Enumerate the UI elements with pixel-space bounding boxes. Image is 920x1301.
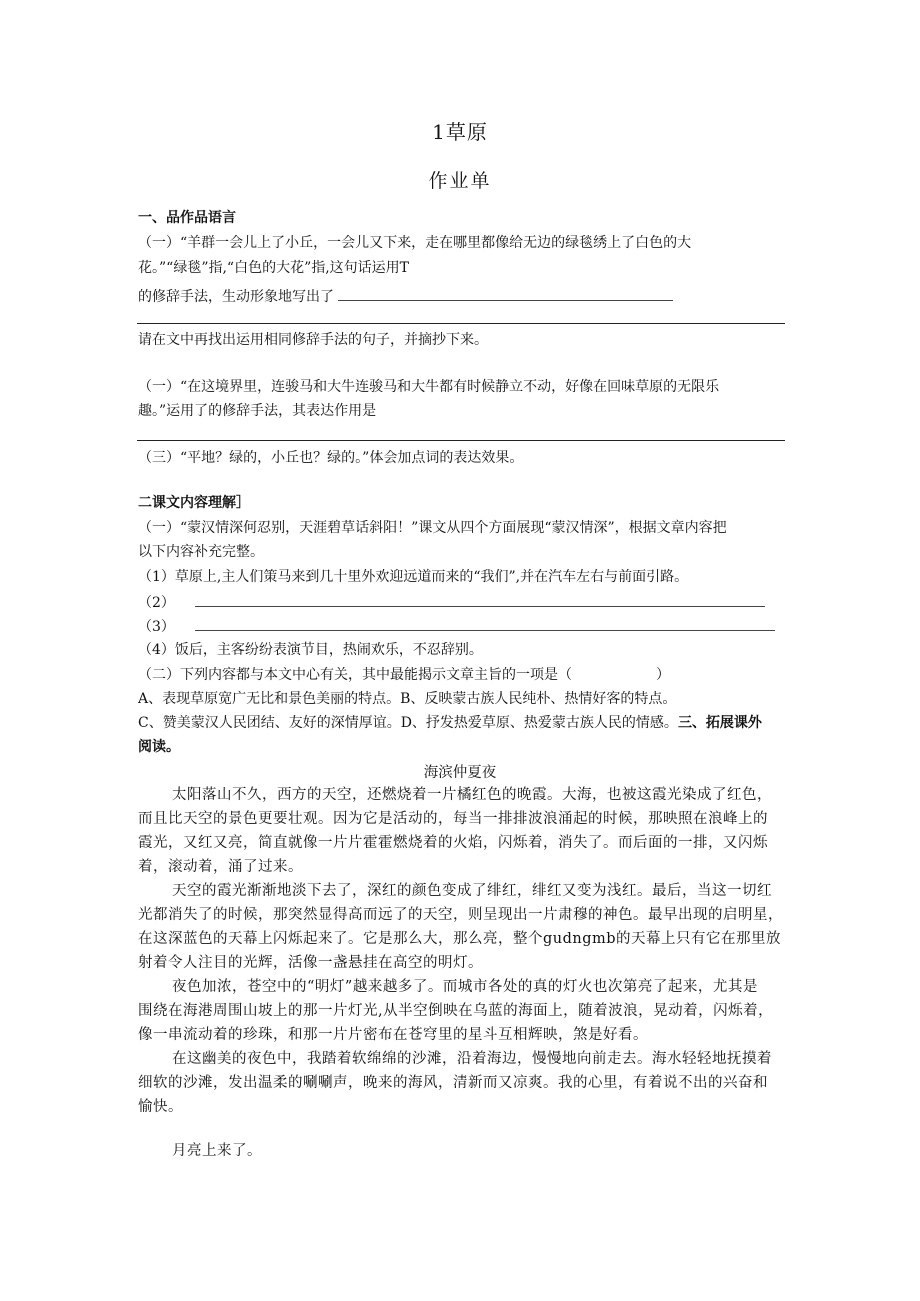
answer-blank[interactable] [195,592,765,607]
s2-item2 [138,592,765,613]
story-line: 细软的沙滩，发出温柔的唰唰声，晚来的海风，清新而又凉爽。我的心里，有着说不出的兴奋和 [138,1075,768,1091]
answer-blank[interactable] [338,286,673,301]
s2-options-cd [138,713,762,733]
story-line: 月亮上来了。 [172,1143,262,1159]
s1-q1-line3 [138,286,673,307]
story-line: 夜色加浓，苍空中的“明灯”越来越多了。而城市各处的真的灯火也次第亮了起来，尤其是 [172,979,758,995]
story-line: 天空的霞光渐渐地淡下去了，深红的颜色变成了绯红，绯红又变为浅红。最后，当这一切红 [172,883,772,899]
story-line: 光都消失了的时候，那突然显得高而远了的天空，则呈现出一片肃穆的神色。最早出现的启明星， [138,907,783,923]
section1-heading: 一、品作品语言 [138,210,236,226]
s1-q2-line1: （一）“在这境界里，连骏马和大牛连骏马和大牛都有时候静立不动，好像在回味草原的无限乐 [138,379,720,395]
s2-options-ab: A、表现草原宽广无比和景色美丽的特点。B、反映蒙古族人民纯朴、热情好客的特点。 [138,691,677,707]
s2-item2-label: （2） [138,595,175,611]
s1-q2-line2: 趣。”运用了的修辞手法，其表达作用是 [138,403,377,419]
story-line: 霞光，又红又亮，简直就像一片片霍霍燃烧着的火焰，闪烁着，消失了。而后面的一排，又闪烁 [138,835,768,851]
answer-rule[interactable] [137,323,785,324]
s2-q1-line2: 以下内容补充完整。 [138,544,264,560]
section3-heading-cont: 阅读。 [138,739,180,755]
story-line: 像一串流动着的珍珠，和那一片片密布在苍穹里的星斗互相辉映，煞是好看。 [138,1027,648,1043]
page-title: 1草原 [432,120,488,144]
story-line: 射着令人注目的光辉，活像一盏悬挂在高空的明灯。 [138,955,483,971]
story-line: 在这幽美的夜色中，我踏着软绵绵的沙滩，沿着海边，慢慢地向前走去。海水轻轻地抚摸着 [172,1051,772,1067]
section2-heading: 二课文内容理解］ [138,495,250,511]
s1-q1-line1: （一）“羊群一会儿上了小丘，一会儿又下来，走在哪里都像给无边的绿毯绣上了白色的大 [138,235,692,251]
story-line: 而且比天空的景色更要壮观。因为它是活动的，每当一排排波浪涌起的时候，那映照在浪峰上的 [138,811,768,827]
s1-q3-line1: （三）“平地？绿的，小丘也？绿的。”体会加点词的表达效果。 [138,450,524,466]
s1-q1-line4: 请在文中再找出运用相同修辞手法的句子，并摘抄下来。 [138,332,488,348]
story-title: 海滨仲夏夜 [423,765,497,781]
story-line: 太阳落山不久，西方的天空，还燃烧着一片橘红色的晚霞。大海，也被这霞光染成了红色， [172,787,772,803]
s1-q1-line2: 花。”“绿毯”指,“白色的大花”指,这句话运用T [138,260,410,276]
story-line: 着，滚动着，涌了过来。 [138,859,303,875]
story-line: 围绕在海港周围山坡上的那一片灯光,从半空倒映在乌蓝的海面上，随着波浪，晃动着，闪烁着， [138,1003,774,1019]
page-subtitle: 作业单 [428,170,492,192]
s2-options-cd-text: C、赞美蒙汉人民团结、友好的深情厚谊。D、抒发热爱草原、热爱蒙古族人民的情感。 [138,715,678,731]
s2-q2-text: （二）下列内容都与本文中心有关，其中最能揭示文章主旨的一项是（ [138,667,572,683]
s2-item3 [138,616,775,637]
answer-rule[interactable] [137,440,785,441]
story-line: 愉快。 [138,1099,183,1115]
section3-heading: 三、拓展课外 [677,715,762,731]
s2-q2-close: ） [656,667,670,683]
story-line: 在这深蓝色的天幕上闪烁起来了。它是那么大，那么亮，整个gudngmb的天幕上只有它在那里放 [138,931,782,947]
s2-item3-label: （3） [138,619,175,635]
s1-q1-line3-text: 的修辞手法，生动形象地写出了 [138,289,334,305]
s2-item4: （4）饭后，主客纷纷表演节目，热闹欢乐，不忍辞别。 [138,642,483,658]
answer-blank[interactable] [195,616,775,631]
s2-item1: （1）草原上,主人们策马来到几十里外欢迎远道而来的“我们”,并在汽车左右与前面引路。 [138,569,689,585]
s2-q1-line1: （一）“蒙汉情深何忍别，天涯碧草话斜阳！”课文从四个方面展现“蒙汉情深”，根据文章内容把 [138,520,727,536]
s2-q2-line1 [138,665,670,685]
